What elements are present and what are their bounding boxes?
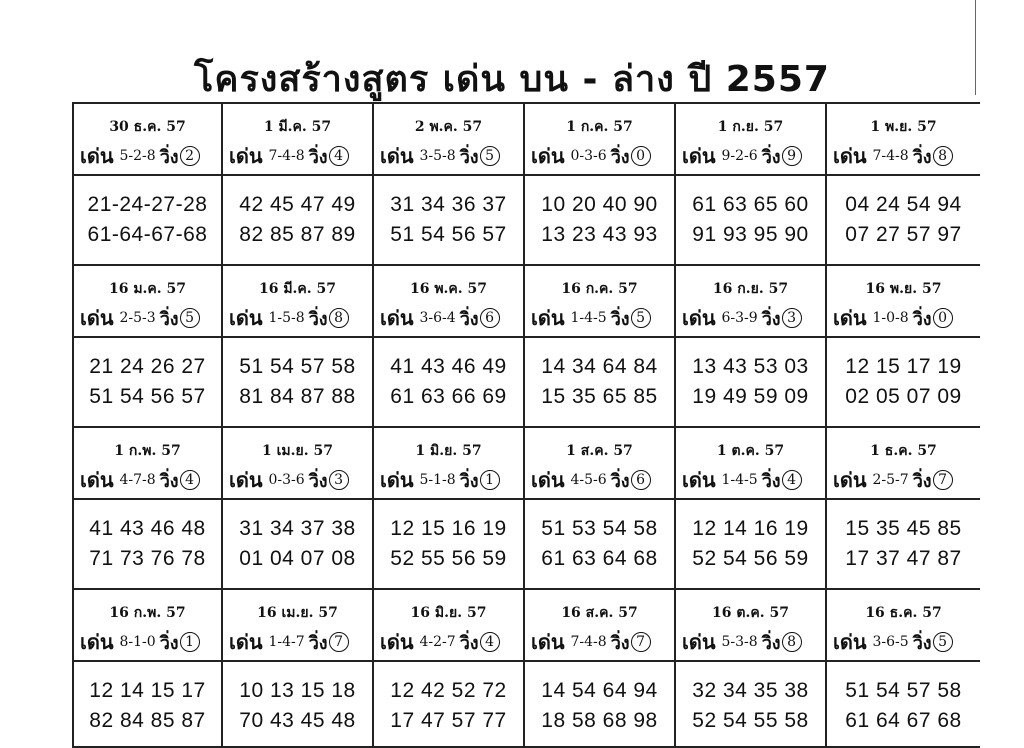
top-numbers: 32 34 35 38: [692, 679, 809, 702]
top-numbers: 31 34 37 38: [239, 517, 356, 540]
top-numbers: 61 63 65 60: [692, 193, 809, 216]
top-numbers: 14 54 64 94: [541, 679, 658, 702]
wing-label: วิ่ง: [610, 308, 630, 330]
wing-label: วิ่ง: [159, 470, 179, 492]
draw-header-cell: [525, 266, 676, 336]
bottom-numbers: 61 63 66 69: [390, 385, 507, 408]
wing-digit-circle: 7: [329, 632, 349, 652]
den-line: [80, 464, 219, 496]
wing-label: วิ่ง: [159, 308, 179, 330]
header-row: [72, 266, 980, 338]
draw-header-cell: [676, 104, 827, 174]
draw-date: 1 มี.ค. 57: [263, 119, 332, 135]
header-row: [72, 104, 980, 176]
den-label: เด่น: [531, 144, 565, 168]
bottom-numbers: 71 73 76 78: [89, 547, 206, 570]
den-line: [531, 302, 672, 334]
top-numbers: 04 24 54 94: [845, 193, 962, 216]
bottom-numbers: 51 54 56 57: [390, 223, 507, 246]
numbers-cell: [72, 176, 223, 264]
numbers-cell: [72, 338, 223, 426]
wing-digit-circle: 1: [180, 632, 200, 652]
wing-digit-circle: 3: [782, 308, 802, 328]
wing-label: วิ่ง: [308, 308, 328, 330]
draw-header-cell: [374, 266, 525, 336]
draw-header-cell: [374, 428, 525, 498]
wing-label: วิ่ง: [308, 470, 328, 492]
draw-date: 1 ธ.ค. 57: [870, 443, 937, 459]
den-label: เด่น: [229, 468, 263, 492]
wing-label: วิ่ง: [459, 470, 479, 492]
den-label: เด่น: [380, 306, 414, 330]
den-line: [229, 464, 370, 496]
draw-header-cell: [374, 104, 525, 174]
numbers-cell: [827, 338, 980, 426]
numbers-cell: [676, 338, 827, 426]
den-line: [229, 140, 370, 172]
bottom-numbers: 61 64 67 68: [845, 709, 962, 732]
draw-date: 1 เม.ย. 57: [262, 443, 333, 459]
wing-digit-circle: 7: [933, 470, 953, 490]
den-label: เด่น: [80, 468, 114, 492]
draw-header-cell: [525, 590, 676, 660]
top-numbers: 12 15 17 19: [845, 355, 962, 378]
draw-header-cell: [827, 266, 980, 336]
wing-label: วิ่ง: [308, 146, 328, 168]
draw-date: 16 มี.ค. 57: [258, 281, 337, 297]
wing-digit-circle: 0: [933, 308, 953, 328]
wing-label: วิ่ง: [308, 632, 328, 654]
draw-header-cell: [525, 428, 676, 498]
bottom-numbers: 61 63 64 68: [541, 547, 658, 570]
den-line: [531, 464, 672, 496]
numbers-cell: [525, 176, 676, 264]
draw-date: 1 ก.ค. 57: [566, 119, 633, 135]
wing-label: วิ่ง: [459, 632, 479, 654]
den-line: [833, 302, 978, 334]
den-label: เด่น: [682, 306, 716, 330]
wing-digit-circle: 6: [480, 308, 500, 328]
den-line: [682, 464, 823, 496]
den-digits: 0-3-6: [268, 472, 305, 488]
draw-date: 16 พ.ค. 57: [409, 281, 488, 297]
den-digits: 5-3-8: [721, 634, 758, 650]
wing-digit-circle: 7: [631, 632, 651, 652]
wing-digit-circle: 4: [480, 632, 500, 652]
den-line: [833, 140, 978, 172]
numbers-row: [72, 662, 980, 746]
den-digits: 7-4-8: [570, 634, 607, 650]
draw-header-cell: [223, 590, 374, 660]
header-row: [72, 590, 980, 662]
den-label: เด่น: [229, 630, 263, 654]
numbers-cell: [72, 662, 223, 746]
table-block: [72, 266, 980, 428]
den-label: เด่น: [531, 468, 565, 492]
draw-date: 16 ต.ค. 57: [712, 605, 789, 621]
table-block: [72, 428, 980, 590]
draw-header-cell: [72, 428, 223, 498]
draw-date: 16 ก.ย. 57: [712, 281, 789, 297]
draw-date: 1 ก.พ. 57: [114, 443, 181, 459]
draw-header-cell: [223, 428, 374, 498]
wing-label: วิ่ง: [459, 308, 479, 330]
top-numbers: 51 54 57 58: [845, 679, 962, 702]
draw-date: 16 พ.ย. 57: [865, 281, 942, 297]
den-line: [380, 626, 521, 658]
bottom-numbers: 81 84 87 88: [239, 385, 356, 408]
top-numbers: 31 34 36 37: [390, 193, 507, 216]
numbers-cell: [223, 176, 374, 264]
den-line: [380, 302, 521, 334]
top-numbers: 42 45 47 49: [239, 193, 356, 216]
bottom-numbers: 07 27 57 97: [845, 223, 962, 246]
den-digits: 5-1-8: [419, 472, 456, 488]
den-digits: 5-2-8: [119, 148, 156, 164]
wing-digit-circle: 8: [329, 308, 349, 328]
wing-digit-circle: 4: [329, 146, 349, 166]
numbers-cell: [374, 500, 525, 588]
wing-label: วิ่ง: [610, 146, 630, 168]
den-line: [80, 626, 219, 658]
den-label: เด่น: [380, 468, 414, 492]
den-label: เด่น: [531, 306, 565, 330]
top-numbers: 21-24-27-28: [87, 193, 208, 216]
draw-date: 2 พ.ค. 57: [414, 119, 483, 135]
bottom-numbers: 51 54 56 57: [89, 385, 206, 408]
formula-table: [72, 102, 980, 748]
draw-date: 16 ธ.ค. 57: [865, 605, 942, 621]
top-numbers: 51 53 54 58: [541, 517, 658, 540]
draw-header-cell: [676, 428, 827, 498]
top-numbers: 10 13 15 18: [239, 679, 356, 702]
den-digits: 1-4-5: [570, 310, 607, 326]
wing-digit-circle: 4: [180, 470, 200, 490]
draw-header-cell: [72, 104, 223, 174]
den-label: เด่น: [833, 144, 867, 168]
wing-label: วิ่ง: [610, 632, 630, 654]
numbers-row: [72, 500, 980, 588]
den-label: เด่น: [833, 468, 867, 492]
den-line: [682, 302, 823, 334]
bottom-numbers: 82 84 85 87: [89, 709, 206, 732]
wing-digit-circle: 6: [631, 470, 651, 490]
den-digits: 7-4-8: [268, 148, 305, 164]
draw-header-cell: [676, 266, 827, 336]
den-line: [229, 626, 370, 658]
bottom-numbers: 52 54 56 59: [692, 547, 809, 570]
numbers-cell: [827, 662, 980, 746]
wing-label: วิ่ง: [459, 146, 479, 168]
wing-label: วิ่ง: [912, 308, 932, 330]
numbers-cell: [525, 338, 676, 426]
den-line: [80, 302, 219, 334]
den-label: เด่น: [833, 306, 867, 330]
table-block: [72, 104, 980, 266]
draw-header-cell: [676, 590, 827, 660]
bottom-numbers: 61-64-67-68: [87, 223, 208, 246]
bottom-numbers: 15 35 65 85: [541, 385, 658, 408]
bottom-numbers: 18 58 68 98: [541, 709, 658, 732]
draw-date: 1 ก.ย. 57: [717, 119, 784, 135]
draw-header-cell: [72, 590, 223, 660]
numbers-cell: [525, 500, 676, 588]
numbers-row: [72, 338, 980, 426]
numbers-cell: [827, 500, 980, 588]
wing-label: วิ่ง: [159, 632, 179, 654]
numbers-cell: [223, 662, 374, 746]
den-label: เด่น: [682, 144, 716, 168]
table-block: [72, 590, 980, 748]
numbers-cell: [525, 662, 676, 746]
top-numbers: 15 35 45 85: [845, 517, 962, 540]
den-digits: 2-5-7: [872, 472, 909, 488]
den-digits: 1-0-8: [872, 310, 909, 326]
wing-digit-circle: 1: [480, 470, 500, 490]
wing-digit-circle: 0: [631, 146, 651, 166]
den-line: [229, 302, 370, 334]
draw-date: 1 มิ.ย. 57: [415, 443, 482, 459]
numbers-cell: [827, 176, 980, 264]
wing-digit-circle: 5: [180, 308, 200, 328]
draw-header-cell: [525, 104, 676, 174]
den-digits: 4-7-8: [119, 472, 156, 488]
draw-header-cell: [72, 266, 223, 336]
den-line: [531, 140, 672, 172]
den-label: เด่น: [229, 144, 263, 168]
den-digits: 9-2-6: [721, 148, 758, 164]
draw-header-cell: [827, 104, 980, 174]
draw-date: 1 ส.ค. 57: [566, 443, 633, 459]
bottom-numbers: 13 23 43 93: [541, 223, 658, 246]
numbers-cell: [676, 500, 827, 588]
den-line: [833, 626, 978, 658]
den-digits: 1-4-5: [721, 472, 758, 488]
numbers-cell: [676, 662, 827, 746]
wing-label: วิ่ง: [159, 146, 179, 168]
top-numbers: 51 54 57 58: [239, 355, 356, 378]
den-label: เด่น: [80, 144, 114, 168]
den-digits: 3-6-5: [872, 634, 909, 650]
wing-label: วิ่ง: [761, 308, 781, 330]
wing-digit-circle: 5: [480, 146, 500, 166]
draw-header-cell: [223, 266, 374, 336]
den-digits: 3-5-8: [419, 148, 456, 164]
den-digits: 0-3-6: [570, 148, 607, 164]
draw-date: 30 ธ.ค. 57: [109, 119, 186, 135]
numbers-cell: [374, 338, 525, 426]
den-digits: 4-2-7: [419, 634, 456, 650]
den-digits: 1-4-7: [268, 634, 305, 650]
den-line: [833, 464, 978, 496]
den-line: [380, 464, 521, 496]
top-numbers: 12 15 16 19: [390, 517, 507, 540]
header-row: [72, 428, 980, 500]
numbers-cell: [72, 500, 223, 588]
numbers-cell: [374, 662, 525, 746]
den-line: [80, 140, 219, 172]
top-numbers: 13 43 53 03: [692, 355, 809, 378]
draw-date: 16 เม.ย. 57: [257, 605, 338, 621]
bottom-numbers: 02 05 07 09: [845, 385, 962, 408]
den-line: [380, 140, 521, 172]
wing-label: วิ่ง: [912, 470, 932, 492]
top-numbers: 10 20 40 90: [541, 193, 658, 216]
den-label: เด่น: [833, 630, 867, 654]
wing-label: วิ่ง: [610, 470, 630, 492]
bottom-numbers: 70 43 45 48: [239, 709, 356, 732]
bottom-numbers: 01 04 07 08: [239, 547, 356, 570]
draw-date: 16 ส.ค. 57: [561, 605, 638, 621]
wing-label: วิ่ง: [761, 632, 781, 654]
top-numbers: 41 43 46 48: [89, 517, 206, 540]
den-digits: 4-5-6: [570, 472, 607, 488]
draw-header-cell: [827, 428, 980, 498]
draw-date: 16 มิ.ย. 57: [410, 605, 487, 621]
den-digits: 8-1-0: [119, 634, 156, 650]
bottom-numbers: 52 55 56 59: [390, 547, 507, 570]
wing-digit-circle: 3: [329, 470, 349, 490]
top-numbers: 12 14 16 19: [692, 517, 809, 540]
wing-digit-circle: 9: [782, 146, 802, 166]
den-line: [531, 626, 672, 658]
den-label: เด่น: [229, 306, 263, 330]
wing-label: วิ่ง: [912, 632, 932, 654]
den-digits: 1-5-8: [268, 310, 305, 326]
draw-header-cell: [374, 590, 525, 660]
den-label: เด่น: [682, 468, 716, 492]
den-label: เด่น: [380, 630, 414, 654]
den-digits: 6-3-9: [721, 310, 758, 326]
top-numbers: 21 24 26 27: [89, 355, 206, 378]
draw-date: 16 ก.ค. 57: [561, 281, 638, 297]
den-digits: 2-5-3: [119, 310, 156, 326]
top-numbers: 14 34 64 84: [541, 355, 658, 378]
numbers-cell: [676, 176, 827, 264]
den-line: [682, 140, 823, 172]
page-title: โครงสร้างสูตร เด่น บน - ล่าง ปี 2557: [194, 59, 830, 100]
wing-label: วิ่ง: [912, 146, 932, 168]
wing-digit-circle: 5: [933, 632, 953, 652]
draw-date: 1 พ.ย. 57: [870, 119, 937, 135]
den-label: เด่น: [80, 630, 114, 654]
wing-digit-circle: 8: [933, 146, 953, 166]
den-digits: 7-4-8: [872, 148, 909, 164]
den-label: เด่น: [380, 144, 414, 168]
draw-header-cell: [827, 590, 980, 660]
numbers-cell: [223, 338, 374, 426]
den-line: [682, 626, 823, 658]
draw-date: 1 ต.ค. 57: [716, 443, 785, 459]
wing-digit-circle: 5: [631, 308, 651, 328]
bottom-numbers: 19 49 59 09: [692, 385, 809, 408]
bottom-numbers: 52 54 55 58: [692, 709, 809, 732]
numbers-cell: [374, 176, 525, 264]
den-label: เด่น: [80, 306, 114, 330]
top-numbers: 12 14 15 17: [89, 679, 206, 702]
draw-date: 16 ม.ค. 57: [108, 281, 187, 297]
den-digits: 3-6-4: [419, 310, 456, 326]
bottom-numbers: 17 37 47 87: [845, 547, 962, 570]
wing-digit-circle: 4: [782, 470, 802, 490]
den-label: เด่น: [531, 630, 565, 654]
wing-digit-circle: 8: [782, 632, 802, 652]
bottom-numbers: 82 85 87 89: [239, 223, 356, 246]
draw-header-cell: [223, 104, 374, 174]
wing-label: วิ่ง: [761, 470, 781, 492]
bottom-numbers: 91 93 95 90: [692, 223, 809, 246]
top-numbers: 12 42 52 72: [390, 679, 507, 702]
numbers-cell: [223, 500, 374, 588]
wing-label: วิ่ง: [761, 146, 781, 168]
bottom-numbers: 17 47 57 77: [390, 709, 507, 732]
numbers-row: [72, 176, 980, 264]
draw-date: 16 ก.พ. 57: [109, 605, 186, 621]
top-numbers: 41 43 46 49: [390, 355, 507, 378]
wing-digit-circle: 2: [180, 146, 200, 166]
den-label: เด่น: [682, 630, 716, 654]
